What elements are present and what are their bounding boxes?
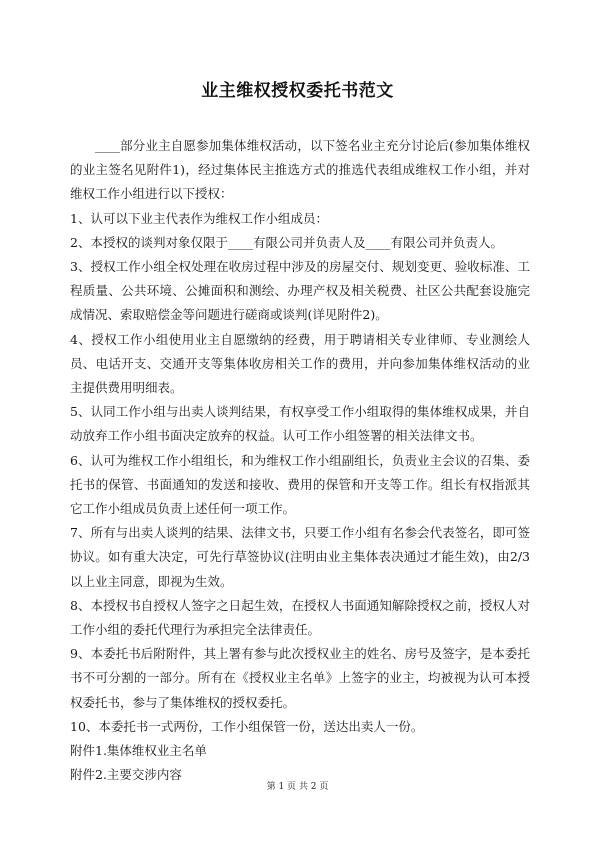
attachment-1: 附件1.集体维权业主名单 — [70, 743, 207, 759]
page-number-footer: 第 1 页 共 2 页 — [266, 782, 329, 792]
document-body — [70, 134, 530, 787]
clause-9: 9、本委托书后附附件，其上署有参与此次授权业主的姓名、房号及签字，是本委托书不可分割的一部分。所有在《授权业主名单》上签字的业主，均被视为认可本授权委托书，参与了集体维权的授权委托。 — [70, 646, 530, 710]
clause-7: 7、所有与出卖人谈判的结果、法律文书，只要工作小组有名参会代表签名，即可签协议。如有重大决定，可先行草签协议(注明由业主集体表决通过才能生效)，由2/3以上业主同意，即视为生效。 — [70, 525, 530, 589]
clause-1: 1、认可以下业主代表作为维权工作小组成员： — [70, 210, 328, 226]
clause-6: 6、认可为维权工作小组组长，和为维权工作小组副组长，负责业主会议的召集、委托书的保管、书面通知的发送和接收、费用的保管和开支等工作。组长有权指派其它工作小组成员负责上述任何一项工作。 — [70, 452, 530, 517]
intro-paragraph: ____部分业主自愿参加集体维权活动，以下签名业主充分讨论后(参加集体维权的业主签名见附件1)，经过集体民主推选方式的推选代表组成维权工作小组，并对维权工作小组进行以下授权： — [70, 138, 530, 202]
clause-8: 8、本授权书自授权人签字之日起生效，在授权人书面通知解除授权之前，授权人对工作小组的委托代理行为承担完全法律责任。 — [70, 597, 530, 638]
clause-2: 2、本授权的谈判对象仅限于____有限公司并负责人及____有限公司并负责人。 — [70, 234, 503, 250]
clause-5: 5、认同工作小组与出卖人谈判结果，有权享受工作小组取得的集体维权成果，并自动放弃工作小组书面决定放弃的权益。认可工作小组签署的相关法律文书。 — [70, 404, 530, 444]
clause-10: 10、本委托书一式两份，工作小组保管一份，送达出卖人一份。 — [70, 718, 424, 734]
clause-3: 3、授权工作小组全权处理在收房过程中涉及的房屋交付、规划变更、验收标准、工程质量、公共环境、公摊面积和测绘、办理产权及相关税费、社区公共配套设施完成情况、索取赔偿金等问题进行磋商或谈判(详见附件2)。 — [70, 259, 530, 323]
clause-4: 4、授权工作小组使用业主自愿缴纳的经费，用于聘请相关专业律师、专业测绘人员、电话开支、交通开支等集体收房相关工作的费用，并向参加集体维权活动的业主提供费用明细表。 — [70, 331, 530, 396]
attachment-2: 附件2.主要交涉内容 — [70, 767, 182, 783]
document-title: 业主维权授权委托书范文 — [201, 81, 394, 101]
